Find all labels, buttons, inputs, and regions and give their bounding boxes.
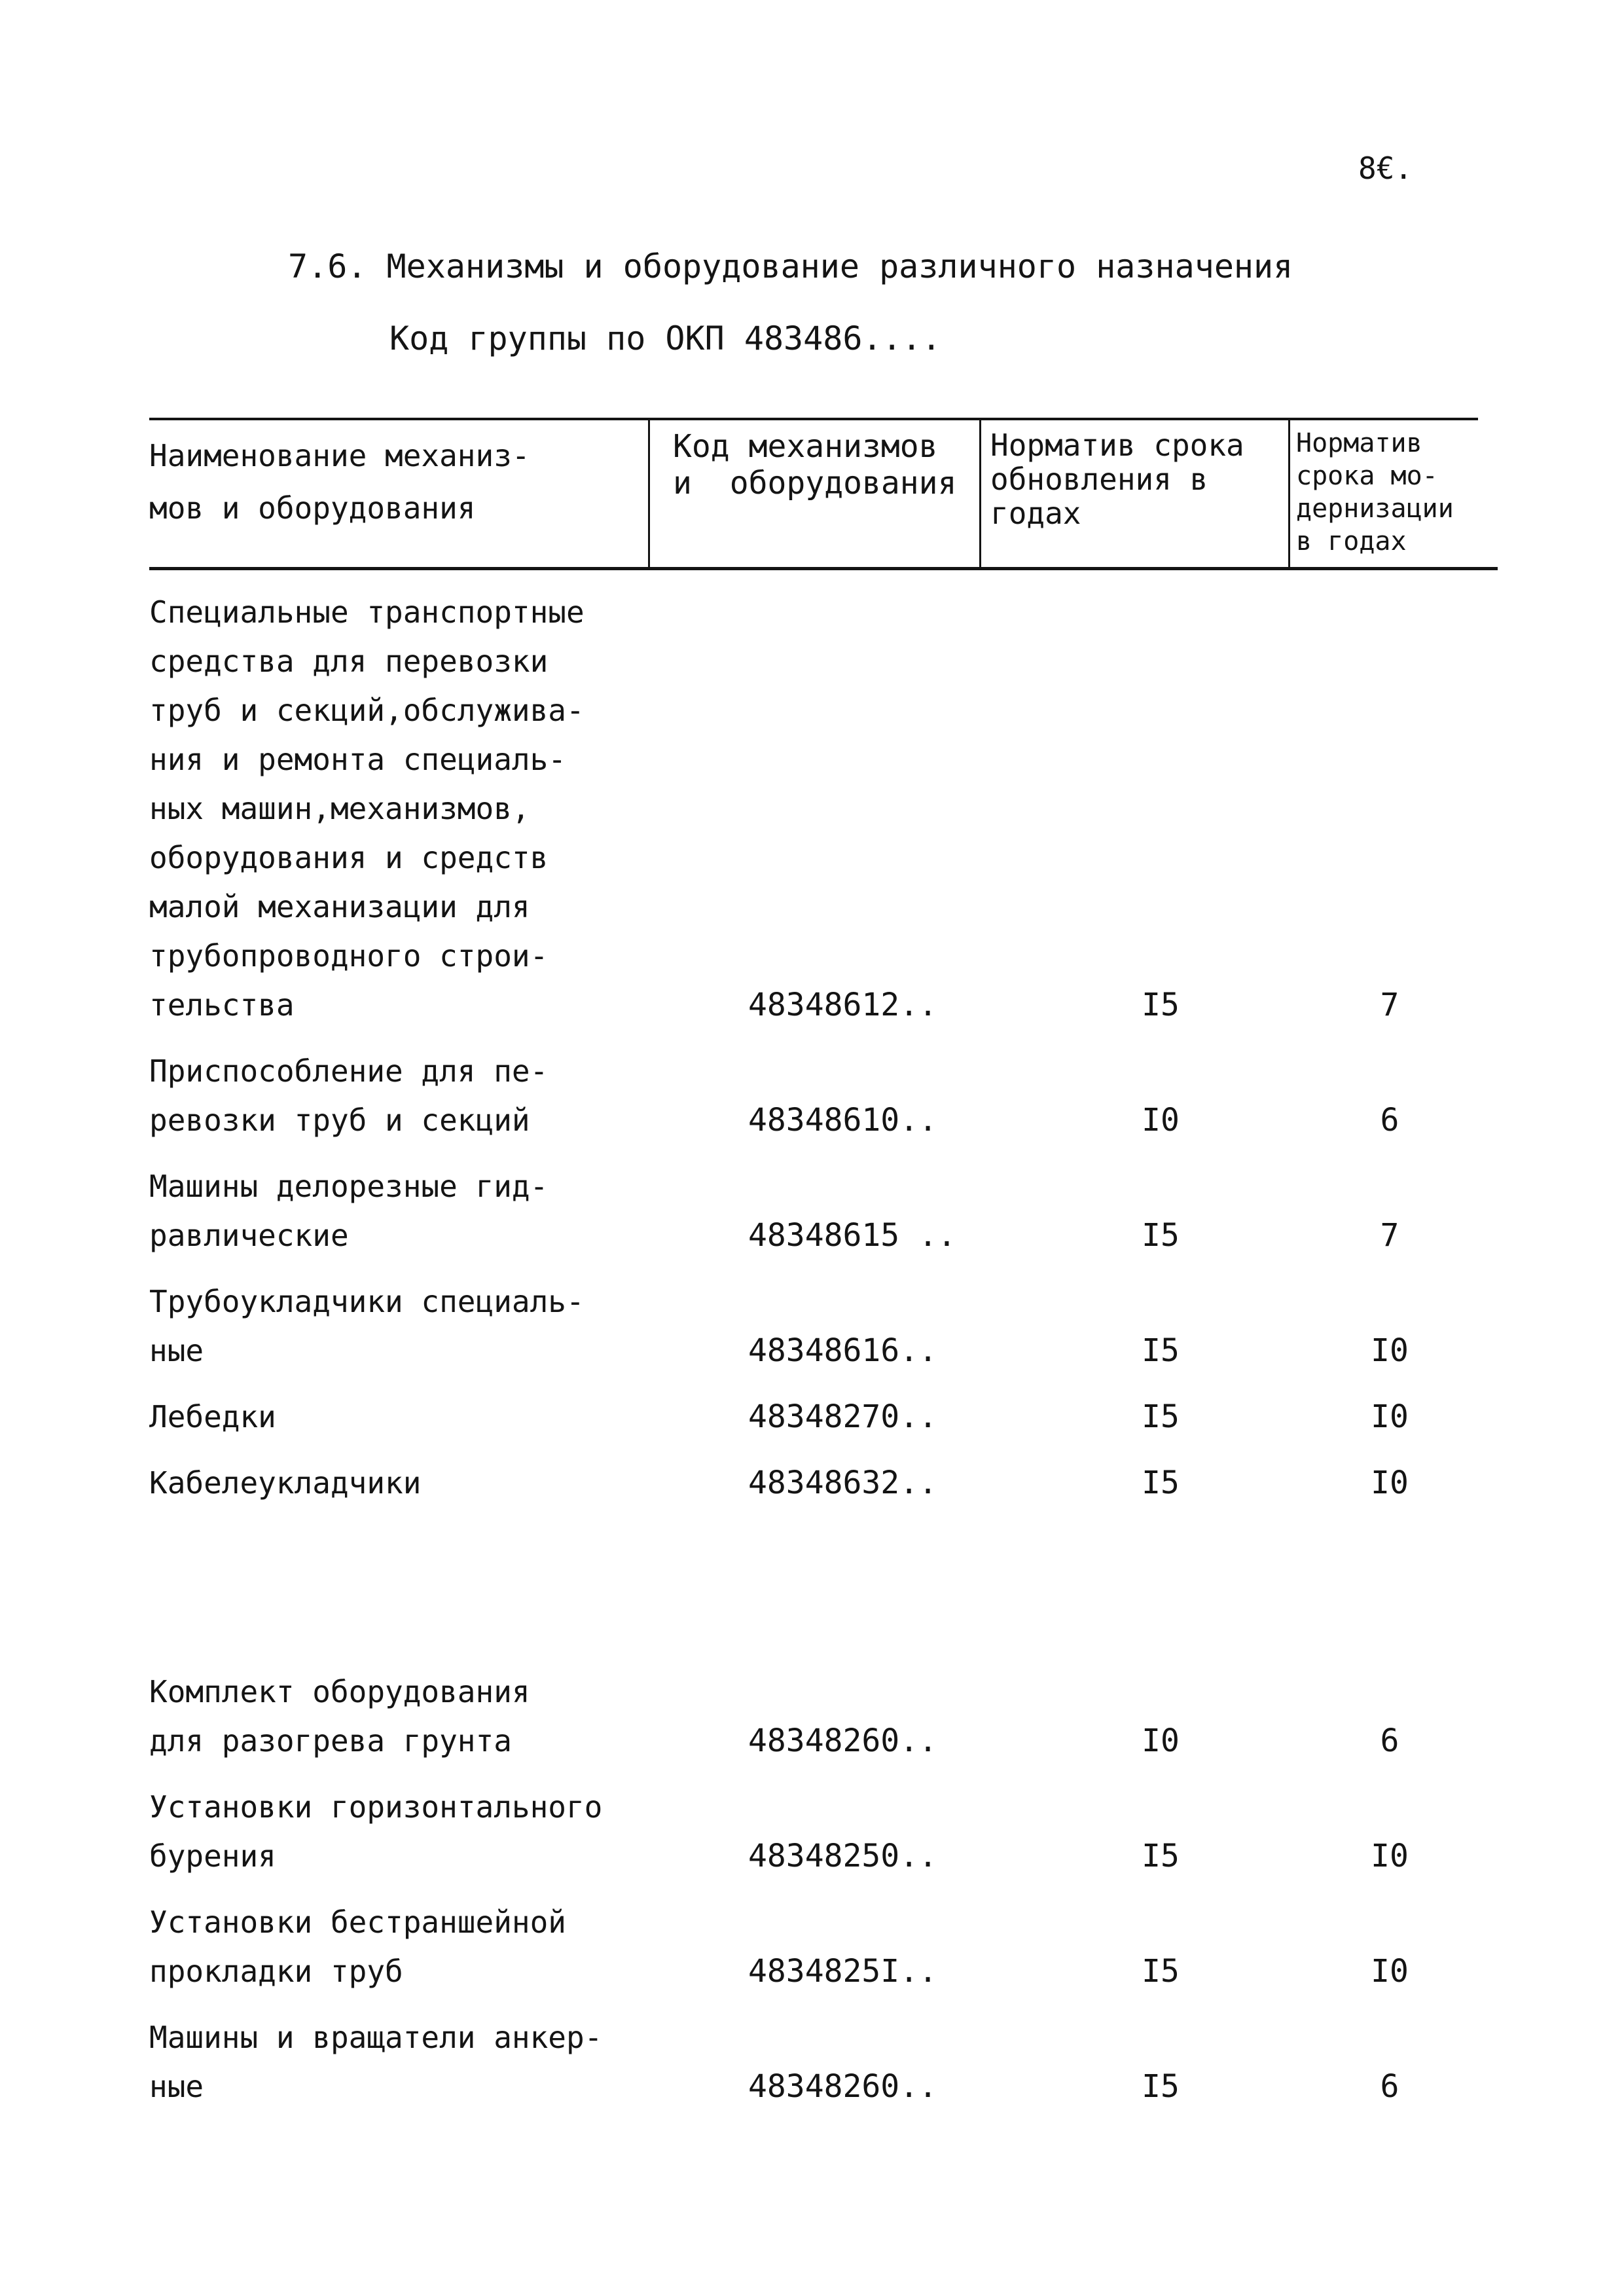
equipment-code: 48348260.. [748,2068,937,2105]
header-modernization-term: Норматив срока мо- дернизации в годах [1296,428,1454,556]
table-row [149,1459,1498,1508]
modernization-term: I0 [1371,1838,1409,1874]
table-row [149,1162,1498,1260]
equipment-code: 4834825I.. [748,1953,937,1990]
header-code: Код механизмов и оборудования [673,428,957,501]
renewal-term: I5 [1142,1838,1180,1874]
table-row [149,588,1498,1030]
header-top-rule [149,418,1478,420]
renewal-term: I5 [1142,1398,1180,1435]
modernization-term: I0 [1371,1953,1409,1990]
equipment-name: Комплект оборудования для разогрева грунта [149,1674,530,1758]
header-bottom-rule [149,567,1498,570]
modernization-term: I0 [1371,1332,1409,1369]
modernization-term: 6 [1380,1722,1399,1759]
page-number: 8€. [1358,151,1413,186]
table-row [149,1393,1498,1442]
equipment-name: Установки бестраншейной прокладки труб [149,1904,566,1989]
renewal-term: I5 [1142,987,1180,1023]
equipment-name: Машины делорезные гид- равлические [149,1169,549,1253]
modernization-term: 6 [1380,1102,1399,1139]
equipment-code: 48348250.. [748,1838,937,1874]
equipment-name: Машины и вращатели анкер- ные [149,2020,603,2104]
equipment-code: 48348616.. [748,1332,937,1369]
modernization-term: 6 [1380,2068,1399,2105]
equipment-code: 48348612.. [748,987,937,1023]
modernization-term: 7 [1380,987,1399,1023]
section-title: 7.6. Механизмы и оборудование различного назначения [288,247,1293,285]
equipment-name: Кабелеукладчики [149,1465,422,1501]
equipment-name: Специальные транспортные средства для перевозки труб и секций,обслужива- ния и ремонта специаль- ных машин,механизмов, оборудования и средств малой механизации для трубопроводного строи- тельства [149,594,585,1023]
renewal-term: I0 [1142,1102,1180,1139]
header-renewal-term: Норматив срока обновления в годах [990,428,1244,531]
modernization-term: I0 [1371,1398,1409,1435]
group-code-line: Код группы по ОКП 483486.... [389,319,941,357]
table-row [149,2013,1498,2111]
modernization-term: 7 [1380,1217,1399,1254]
table-row [149,1047,1498,1145]
equipment-code: 48348610.. [748,1102,937,1139]
table-body [149,588,1498,2111]
equipment-name: Установки горизонтального бурения [149,1789,603,1874]
table-row [149,1667,1498,1766]
renewal-term: I5 [1142,1465,1180,1501]
table-row [149,1783,1498,1881]
renewal-term: I5 [1142,1217,1180,1254]
equipment-name: Приспособление для пе- ревозки труб и секций [149,1053,549,1138]
equipment-code: 48348260.. [748,1722,937,1759]
column-separator [979,420,981,567]
header-name: Наименование механиз- мов и оборудования [149,438,530,526]
renewal-term: I0 [1142,1722,1180,1759]
equipment-code: 48348615 .. [748,1217,956,1254]
table-row [149,1277,1498,1376]
renewal-term: I5 [1142,1953,1180,1990]
modernization-term: I0 [1371,1465,1409,1501]
equipment-code: 48348270.. [748,1398,937,1435]
table-header [149,412,1498,575]
column-separator [648,420,650,567]
renewal-term: I5 [1142,2068,1180,2105]
equipment-name: Лебедки [149,1399,276,1434]
equipment-code: 48348632.. [748,1465,937,1501]
renewal-term: I5 [1142,1332,1180,1369]
equipment-name: Трубоукладчики специаль- ные [149,1284,585,1368]
table-row [149,1898,1498,1996]
column-separator [1288,420,1290,567]
